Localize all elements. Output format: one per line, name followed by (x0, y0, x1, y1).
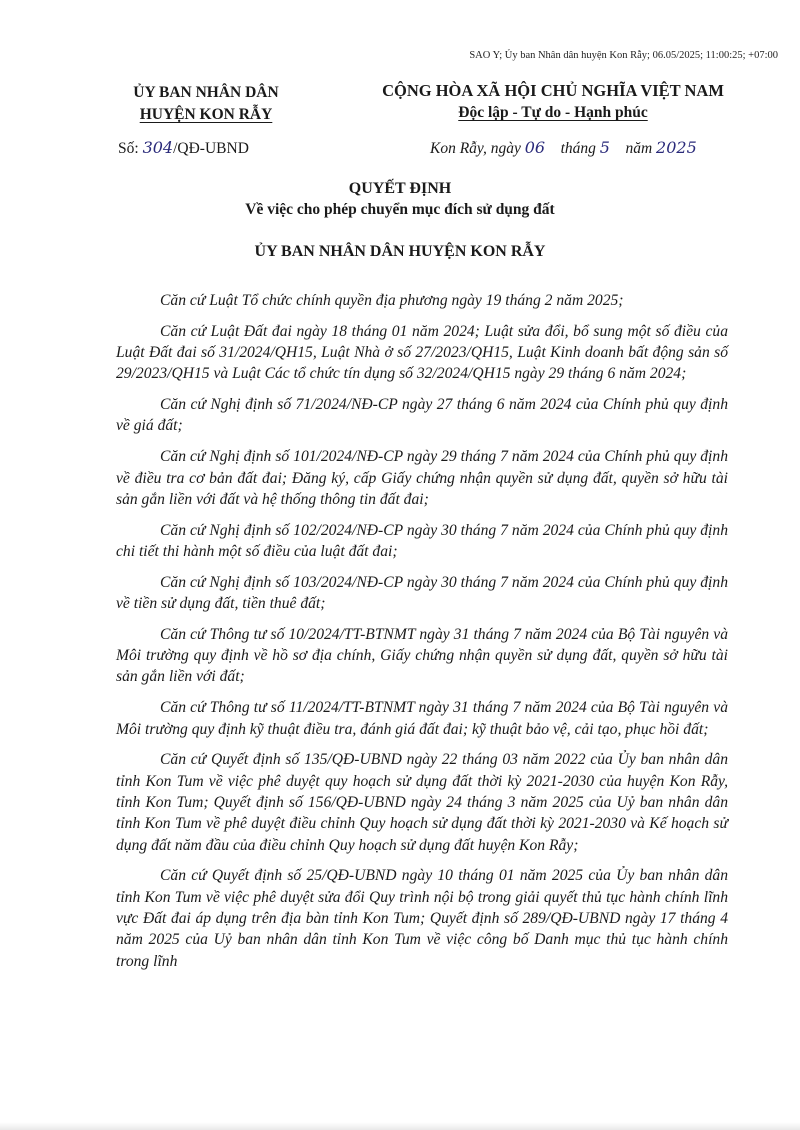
date-month: 5 (599, 138, 610, 157)
doc-number-handwritten: 304 (142, 138, 174, 157)
date-year-label: năm (625, 140, 653, 157)
date-place: Kon Rẫy, ngày (430, 140, 521, 157)
nation-name: CỘNG HÒA XÃ HỘI CHỦ NGHĨA VIỆT NAM (382, 81, 724, 100)
legal-basis-paragraph: Căn cứ Nghị định số 103/2024/NĐ-CP ngày 30 tháng 7 năm 2024 của Chính phủ quy định về tiền sử dụng đất, tiền thuê đất; (116, 573, 728, 613)
document-number (118, 138, 249, 158)
date-year: 2025 (656, 138, 697, 157)
issue-date (430, 138, 697, 158)
legal-basis-paragraph: Căn cứ Luật Tổ chức chính quyền địa phương ngày 19 tháng 2 năm 2025; (160, 292, 624, 309)
legal-basis-paragraph: Căn cứ Nghị định số 101/2024/NĐ-CP ngày 29 tháng 7 năm 2024 của Chính phủ quy định về điều tra cơ bản đất đai; Đăng ký, cấp Giấy chứng nhận quyền sử dụng đất, quyền sở hữu tài sản gắn liền với đất và hệ thống thông tin đất đai; (116, 448, 728, 508)
scan-bottom-edge (0, 1122, 800, 1130)
issuing-agency (108, 82, 304, 126)
legal-basis-paragraph: Căn cứ Nghị định số 71/2024/NĐ-CP ngày 27 tháng 6 năm 2024 của Chính phủ quy định về giá đất; (116, 396, 728, 435)
legal-basis-paragraph: Căn cứ Thông tư số 10/2024/TT-BTNMT ngày 31 tháng 7 năm 2024 của Bộ Tài nguyên và Môi trường quy định về hồ sơ địa chính, Giấy chứng nhận quyền sử dụng đất, quyền sở hữu tài sản gắn liền với đất; (116, 625, 728, 686)
legal-basis-paragraph: Căn cứ Quyết định số 25/QĐ-UBND ngày 10 tháng 01 năm 2025 của Ủy ban nhân dân tỉnh Kon Tum về việc phê duyệt sửa đổi Quy trình nội bộ trong giải quyết thủ tục hành chính lĩnh vực Đất đai áp dụng trên địa bàn tỉnh Kon Tum; Quyết định số 289/QĐ-UBND ngày 17 tháng 4 năm 2025 của Uỷ ban nhân dân tỉnh Kon Tum về việc công bố Danh mục thủ tục hành chính trong lĩnh (116, 867, 728, 970)
legal-basis-paragraph: Căn cứ Luật Đất đai ngày 18 tháng 01 năm 2024; Luật sửa đổi, bổ sung một số điều của Luật Đất đai số 31/2024/QH15, Luật Nhà ở số 27/2023/QH15, Luật Kinh doanh bất động sản số 29/2023/QH15 và Luật Các tổ chức tín dụng số 32/2024/QH15 ngày 29 tháng 6 năm 2024; (116, 322, 728, 383)
doc-number-suffix: /QĐ-UBND (173, 140, 249, 157)
agency-line-1: ỦY BAN NHÂN DÂN (133, 84, 279, 101)
legal-basis-body (116, 290, 728, 981)
agency-line-2: HUYỆN KON RẪY (139, 106, 273, 123)
legal-basis-paragraph: Căn cứ Nghị định số 102/2024/NĐ-CP ngày 30 tháng 7 năm 2024 của Chính phủ quy định chi tiết thi hành một số điều của luật đất đai; (116, 521, 728, 560)
decision-issuer: ỦY BAN NHÂN DÂN HUYỆN KON RẪY (254, 243, 546, 260)
doc-number-prefix: Số: (118, 140, 139, 157)
legal-basis-paragraph: Căn cứ Thông tư số 11/2024/TT-BTNMT ngày 31 tháng 7 năm 2024 của Bộ Tài nguyên và Môi trường quy định kỹ thuật điều tra, đánh giá đất đai; kỹ thuật bảo vệ, cải tạo, phục hồi đất; (116, 699, 728, 738)
nation-motto: Độc lập - Tự do - Hạnh phúc (458, 104, 648, 121)
digital-copy-stamp: SAO Y; Ủy ban Nhân dân huyện Kon Rẫy; 06.05/2025; 11:00:25; +07:00 (469, 50, 778, 61)
date-day: 06 (524, 138, 546, 157)
decision-title: QUYẾT ĐỊNH (348, 180, 452, 197)
legal-basis-paragraph: Căn cứ Quyết định số 135/QĐ-UBND ngày 22 tháng 03 năm 2022 của Ủy ban nhân dân tỉnh Kon Tum về việc phê duyệt quy hoạch sử dụng đất thời kỳ 2021-2030 của huyện Kon Rẫy, tỉnh Kon Tum; Quyết định số 156/QĐ-UBND ngày 24 tháng 3 năm 2025 của Uỷ ban nhân dân tỉnh Kon Tum về phê duyệt điều chỉnh Quy hoạch sử dụng đất thời kỳ 2021-2030 và Kế hoạch sử dụng đất năm đầu của điều chỉnh Quy hoạch sử dụng đất huyện Kon Rẫy; (116, 751, 728, 854)
decision-subject: Về việc cho phép chuyển mục đích sử dụng đất (245, 201, 555, 218)
date-month-label: tháng (560, 140, 596, 157)
national-motto (330, 80, 776, 124)
